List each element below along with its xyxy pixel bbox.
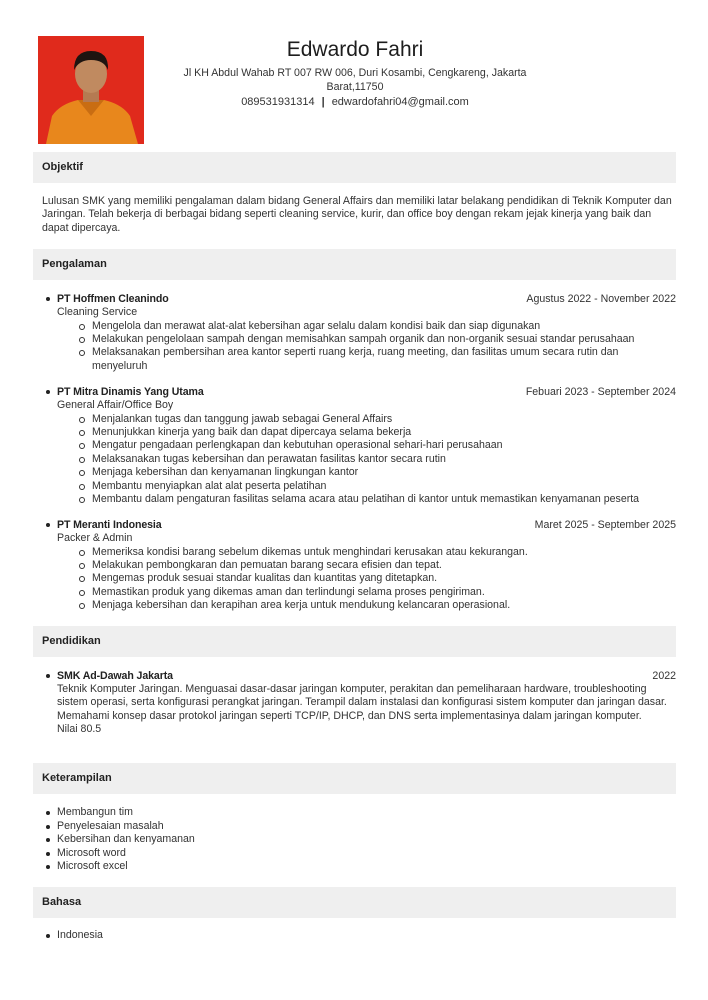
employment-date: Agustus 2022 - November 2022 — [526, 293, 676, 305]
employment-date: Maret 2025 - September 2025 — [534, 519, 676, 531]
contact-separator: | — [321, 96, 325, 108]
job-role: General Affair/Office Boy — [57, 399, 174, 411]
task-item: Membantu dalam pengaturan fasilitas selama acara atau pelatihan di kantor untuk memastikan kenyamanan peserta — [92, 493, 676, 506]
task-item: Menunjukkan kinerja yang baik dan dapat dipercaya selama bekerja — [92, 426, 676, 439]
section-header-education: Pendidikan — [33, 626, 676, 657]
task-item: Menjaga kebersihan dan kenyamanan lingkungan kantor — [92, 466, 676, 479]
school-name: SMK Ad-Dawah Jakarta — [57, 670, 173, 682]
address: Jl KH Abdul Wahab RT 007 RW 006, Duri Kosambi, Cengkareng, Jakarta Barat,11750 — [183, 67, 527, 93]
company-name: PT Mitra Dinamis Yang Utama — [57, 386, 204, 398]
skill-item: Kebersihan dan kenyamanan — [42, 833, 342, 847]
experience-entry-3 — [42, 518, 676, 613]
task-item: Melaksanakan tugas kebersihan dan perawatan fasilitas kantor secara rutin — [92, 453, 676, 466]
task-item: Menjalankan tugas dan tanggung jawab sebagai General Affairs — [92, 413, 676, 426]
bullet-icon — [46, 390, 50, 394]
phone-number: 089531931314 — [241, 96, 315, 108]
task-list — [42, 320, 676, 374]
task-item: Membantu menyiapkan alat alat peserta pelatihan — [92, 480, 676, 493]
task-item: Melaksanakan pembersihan area kantor seperti ruang kerja, ruang meeting, dan fasilitas umum secara rutin dan menyeluruh — [92, 346, 676, 373]
experience-entry-2 — [42, 385, 676, 506]
objective-text: Lulusan SMK yang memiliki pengalaman dalam bidang General Affairs dan memiliki latar belakang pendidikan di Teknik Komputer dan Jaringan. Telah bekerja di berbagai bidang seperti cleaning service, kurir, dan office boy dengan rekam jejak kinerja yang baik dan dapat dipercaya. — [42, 195, 672, 234]
education-entry — [42, 669, 676, 737]
skills-list — [42, 806, 342, 874]
job-role: Packer & Admin — [57, 532, 133, 544]
education-grade: Nilai 80.5 — [57, 723, 102, 736]
section-header-language: Bahasa — [33, 887, 676, 918]
skill-item: Penyelesaian masalah — [42, 820, 342, 834]
skill-item: Microsoft excel — [42, 860, 342, 874]
profile-photo — [38, 36, 144, 144]
language-list — [42, 929, 342, 943]
section-header-skills: Keterampilan — [33, 763, 676, 794]
email-address: edwardofahri04@gmail.com — [331, 96, 469, 108]
employment-date: Febuari 2023 - September 2024 — [525, 386, 676, 398]
task-list — [42, 413, 676, 507]
task-item: Mengatur pengadaan perlengkapan dan kebutuhan operasional sehari-hari perusahaan — [92, 439, 676, 452]
company-name: PT Meranti Indonesia — [57, 519, 162, 531]
portrait-image — [38, 36, 144, 144]
contact-line — [170, 96, 540, 108]
task-item: Mengemas produk sesuai standar kualitas dan kuantitas yang ditetapkan. — [92, 572, 676, 585]
task-item: Memastikan produk yang dikemas aman dan terlindungi selama proses pengiriman. — [92, 586, 676, 599]
bullet-icon — [46, 523, 50, 527]
task-item: Mengelola dan merawat alat-alat kebersihan agar selalu dalam kondisi baik dan siap digunakan — [92, 320, 676, 333]
section-header-objective: Objektif — [33, 152, 676, 183]
company-name: PT Hoffmen Cleanindo — [57, 293, 169, 305]
skill-item: Membangun tim — [42, 806, 342, 820]
task-item: Melakukan pembongkaran dan pemuatan barang secara efisien dan tepat. — [92, 559, 676, 572]
task-item: Memeriksa kondisi barang sebelum dikemas untuk menghindari kerusakan atau kekurangan. — [92, 546, 676, 559]
experience-entry-1 — [42, 292, 676, 373]
education-description: Teknik Komputer Jaringan. Menguasai dasar-dasar jaringan komputer, perakitan dan pemeliharaan hardware, troubleshooting sistem operasi, serta konfigurasi perangkat jaringan. Terampil dalam instalasi dan konfigurasi sistem komputer dan jaringan dasar. Memahami konsep dasar protokol jaringan seperti TCP/IP, DHCP, dan DNS serta implementasinya dalam jaringan komputer. — [57, 683, 667, 722]
graduation-year: 2022 — [652, 670, 676, 682]
job-role: Cleaning Service — [57, 306, 138, 318]
language-item: Indonesia — [42, 929, 342, 943]
bullet-icon — [46, 297, 50, 301]
candidate-name: Edwardo Fahri — [286, 38, 424, 61]
task-list — [42, 546, 676, 613]
task-item: Menjaga kebersihan dan kerapihan area kerja untuk mendukung kelancaran operasional. — [92, 599, 676, 612]
bullet-icon — [46, 674, 50, 678]
skill-item: Microsoft word — [42, 847, 342, 861]
task-item: Melakukan pengelolaan sampah dengan memisahkan sampah organik dan non-organik sesuai standar perusahaan — [92, 333, 676, 346]
section-header-experience: Pengalaman — [33, 249, 676, 280]
